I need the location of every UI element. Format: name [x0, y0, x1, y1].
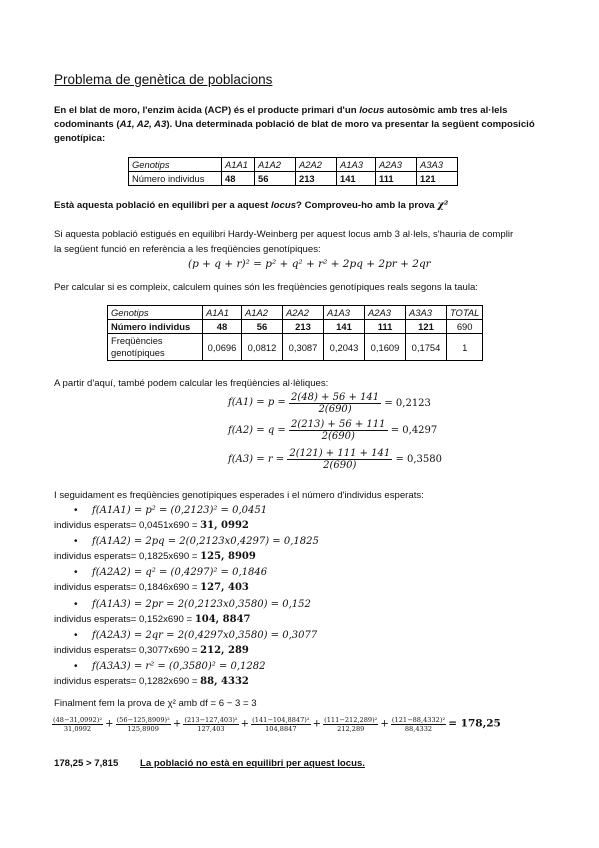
- hw-line-1: Si aquesta població estigués en equilibri Hardy-Weinberg per aquest locus amb 3 al·lels, s'hauria de complir: [54, 229, 514, 240]
- table-cell: 213: [296, 172, 337, 186]
- expected-ind-4: [54, 613, 250, 628]
- chi-term-num: (121−88,4332)²: [391, 716, 446, 724]
- table-row: [129, 158, 458, 172]
- table-cell: A1A1: [222, 158, 255, 172]
- intro-text: En el blat de moro, l'enzim àcida (ACP) és el producte primari d'un: [54, 105, 360, 116]
- eq3-den: 2(690): [323, 460, 357, 471]
- table-cell: A2A2: [296, 158, 337, 172]
- table-cell: 141: [337, 172, 376, 186]
- table-cell: 56: [255, 172, 296, 186]
- table-cell: 690: [447, 320, 483, 334]
- chi-term-num: (213−127,403)²: [184, 716, 238, 724]
- bullet-icon: •: [74, 599, 78, 610]
- bullet-icon: •: [74, 567, 78, 578]
- chi-term: [391, 716, 446, 733]
- expected-ind-6: [54, 675, 249, 690]
- table-header-cell: A1A3: [324, 306, 365, 320]
- intro-line-1: [54, 104, 507, 119]
- expected-ind-2: [54, 550, 256, 565]
- chi-term: [251, 716, 310, 733]
- eq1-den: 2(690): [318, 404, 352, 415]
- chi-term-den: 104,8847: [265, 725, 297, 733]
- eq1-num: 2(48) + 56 + 141: [290, 392, 380, 403]
- eq3-result: = 0,3580: [395, 454, 443, 465]
- eq3-lhs: f(A3) = r =: [228, 454, 285, 465]
- expected-ind-5: [54, 644, 249, 659]
- eq3-fraction: [287, 448, 392, 471]
- question-text-a: Està aquesta població en equilibri per a aquest: [54, 200, 271, 211]
- table-header-cell: A2A3: [365, 306, 406, 320]
- eq2-num: 2(213) + 56 + 111: [290, 419, 386, 430]
- bullet-icon: •: [74, 630, 78, 641]
- eq2-den: 2(690): [321, 431, 355, 442]
- genotype-count-table: [128, 157, 458, 186]
- table-header-cell: A2A2: [283, 306, 324, 320]
- table-header-cell: Número individus: [129, 172, 222, 186]
- question-locus: locus: [270, 200, 297, 211]
- table-cell: 121: [406, 320, 447, 334]
- expected-freq-6: f(A3A3) = r² = (0,3580)² = 0,1282: [92, 661, 266, 672]
- page-title: Problema de genètica de poblacions: [54, 72, 273, 87]
- ind-text: individus esperats= 0,1282x690 =: [54, 676, 201, 687]
- ind-value: 31, 0992: [200, 520, 249, 531]
- allelic-eq-3: [228, 448, 442, 471]
- expected-freq-5: f(A2A3) = 2qr = 2(0,4297x0,3580) = 0,3077: [92, 630, 318, 641]
- table-cell: 0,1609: [365, 334, 406, 361]
- chi-term: [52, 716, 103, 733]
- table-cell: A1A3: [337, 158, 376, 172]
- table-cell: 0,0812: [242, 334, 283, 361]
- table-header-cell: Genotips: [129, 158, 222, 172]
- intro-line-2: [54, 118, 535, 133]
- table-row: [129, 172, 458, 186]
- chi-term-den: 31,0992: [63, 725, 92, 733]
- eq3-num: 2(121) + 111 + 141: [289, 448, 391, 459]
- chi-term: [116, 716, 171, 733]
- intro-line-3: genotípica:: [54, 133, 106, 144]
- bullet-icon: •: [74, 661, 78, 672]
- bullet-icon: •: [74, 536, 78, 547]
- chi-term-num: (56−125,8909)²: [116, 716, 170, 724]
- expected-freq-3: f(A2A2) = q² = (0,4297)² = 0,1846: [92, 567, 268, 578]
- question-text-b: ? Comproveu-ho amb la prova: [296, 200, 438, 211]
- table-header-cell: A3A3: [406, 306, 447, 320]
- table-cell: 0,1754: [406, 334, 447, 361]
- conclusion-text: La població no està en equilibri per aquest locus.: [140, 758, 365, 769]
- plus-sign: +: [105, 718, 114, 730]
- ind-value: 212, 289: [200, 645, 249, 656]
- hw-line-2: la següent funció en referència a les freqüències genotípiques:: [54, 244, 321, 255]
- table-header-cell: Genotips: [108, 306, 203, 320]
- eq1-result: = 0,2123: [384, 398, 431, 409]
- table-row: [108, 320, 483, 334]
- ind-value: 125, 8909: [200, 551, 256, 562]
- table-cell: A2A3: [376, 158, 417, 172]
- table-cell: 0,3087: [283, 334, 324, 361]
- plus-sign: +: [312, 718, 322, 730]
- table-cell: A3A3: [417, 158, 458, 172]
- chi-square-sum: [52, 716, 501, 733]
- table-header-cell: A1A1: [203, 306, 242, 320]
- question: [54, 199, 448, 214]
- table-header-cell: A1A2: [242, 306, 283, 320]
- question-chi: χ²: [437, 200, 449, 211]
- table-cell: 0,2043: [324, 334, 365, 361]
- ind-value: 127, 403: [200, 582, 249, 593]
- chi-term-den: 125,8909: [127, 725, 159, 733]
- plus-sign: +: [380, 718, 389, 730]
- allelic-eq-2: [228, 419, 437, 442]
- eq1-lhs: f(A1) = p =: [228, 397, 286, 408]
- ind-value: 104, 8847: [194, 614, 251, 625]
- allelic-eq-1: [228, 392, 431, 415]
- intro-text-b: autosòmic amb tres al·lels: [384, 105, 508, 116]
- table-cell: 48: [203, 320, 242, 334]
- bullet-icon: •: [74, 505, 78, 516]
- table-cell: 1: [447, 334, 483, 361]
- expected-ind-1: [54, 519, 249, 534]
- intro-text-2a: codominants (: [54, 119, 120, 130]
- table-cell: 0,0696: [203, 334, 242, 361]
- eq1-fraction: [289, 392, 381, 415]
- ind-text: individus esperats= 0,3077x690 =: [54, 645, 201, 656]
- final-intro: Finalment fem la prova de χ² amb df = 6 − 3 = 3: [54, 698, 257, 709]
- table-header-cell: TOTAL: [447, 306, 483, 320]
- chi-term-den: 212,289: [337, 725, 365, 733]
- freq-label-a: Freqüències: [111, 335, 163, 346]
- intro-locus: locus: [359, 105, 385, 116]
- expected-freq-4: f(A1A3) = 2pr = 2(0,2123x0,3580) = 0,152: [92, 599, 311, 610]
- ind-text: individus esperats= 0,0451x690 =: [54, 520, 201, 531]
- ind-text: individus esperats= 0,1825x690 =: [54, 551, 201, 562]
- eq2-lhs: f(A2) = q =: [228, 425, 286, 436]
- table-header-cell: Número individus: [108, 320, 203, 334]
- expected-freq-2: f(A1A2) = 2pq = 2(0,2123x0,4297) = 0,1825: [92, 536, 319, 547]
- conclusion-compare: 178,25 > 7,815: [54, 758, 119, 769]
- table-cell: 111: [376, 172, 417, 186]
- hw-equation: (p + q + r)² = p² + q² + r² + 2pq + 2pr + 2qr: [188, 258, 431, 270]
- eq2-result: = 0,4297: [390, 425, 438, 436]
- chi-result: = 178,25: [448, 717, 501, 730]
- intro-alleles: A1, A2, A3: [119, 119, 167, 130]
- table-row: [108, 334, 483, 361]
- check-intro: Per calcular si es compleix, calculem quines són les freqüències genotípiques reals segons la taula:: [54, 282, 478, 293]
- plus-sign: +: [172, 718, 182, 730]
- freq-label-b: genotípiques: [111, 347, 165, 358]
- chi-term-den: 127,403: [197, 725, 225, 733]
- table-cell: A1A2: [255, 158, 296, 172]
- table-row: [108, 306, 483, 320]
- table-cell: 56: [242, 320, 283, 334]
- expected-freq-1: f(A1A1) = p² = (0,2123)² = 0,0451: [92, 505, 268, 516]
- table-cell: 48: [222, 172, 255, 186]
- chi-term-num: (141−104,8847)²: [252, 716, 310, 724]
- chi-term: [323, 716, 378, 733]
- table-cell: 121: [417, 172, 458, 186]
- chi-term-den: 88,4332: [404, 725, 433, 733]
- ind-text: individus esperats= 0,1846x690 =: [54, 582, 201, 593]
- allelic-intro: A partir d'aquí, també podem calcular les freqüències al·lèliques:: [54, 378, 329, 389]
- table-cell: 141: [324, 320, 365, 334]
- ind-value: 88, 4332: [200, 676, 249, 687]
- chi-term-num: (111−212,289)²: [324, 716, 378, 724]
- genotype-frequency-table: [107, 305, 483, 361]
- table-cell: 213: [283, 320, 324, 334]
- table-cell: 111: [365, 320, 406, 334]
- chi-term: [183, 716, 238, 733]
- eq2-fraction: [289, 419, 388, 442]
- ind-text: individus esperats= 0,152x690 =: [54, 614, 195, 625]
- intro-text-2b: ). Una determinada població de blat de moro va presentar la següent composició: [166, 119, 535, 130]
- chi-term-num: (48−31,0992)²: [53, 716, 102, 724]
- plus-sign: +: [240, 718, 250, 730]
- table-header-cell: [108, 334, 203, 361]
- expected-intro: I seguidament es freqüències genotípiques esperades i el número d'individus esperats:: [54, 490, 424, 501]
- expected-ind-3: [54, 581, 249, 596]
